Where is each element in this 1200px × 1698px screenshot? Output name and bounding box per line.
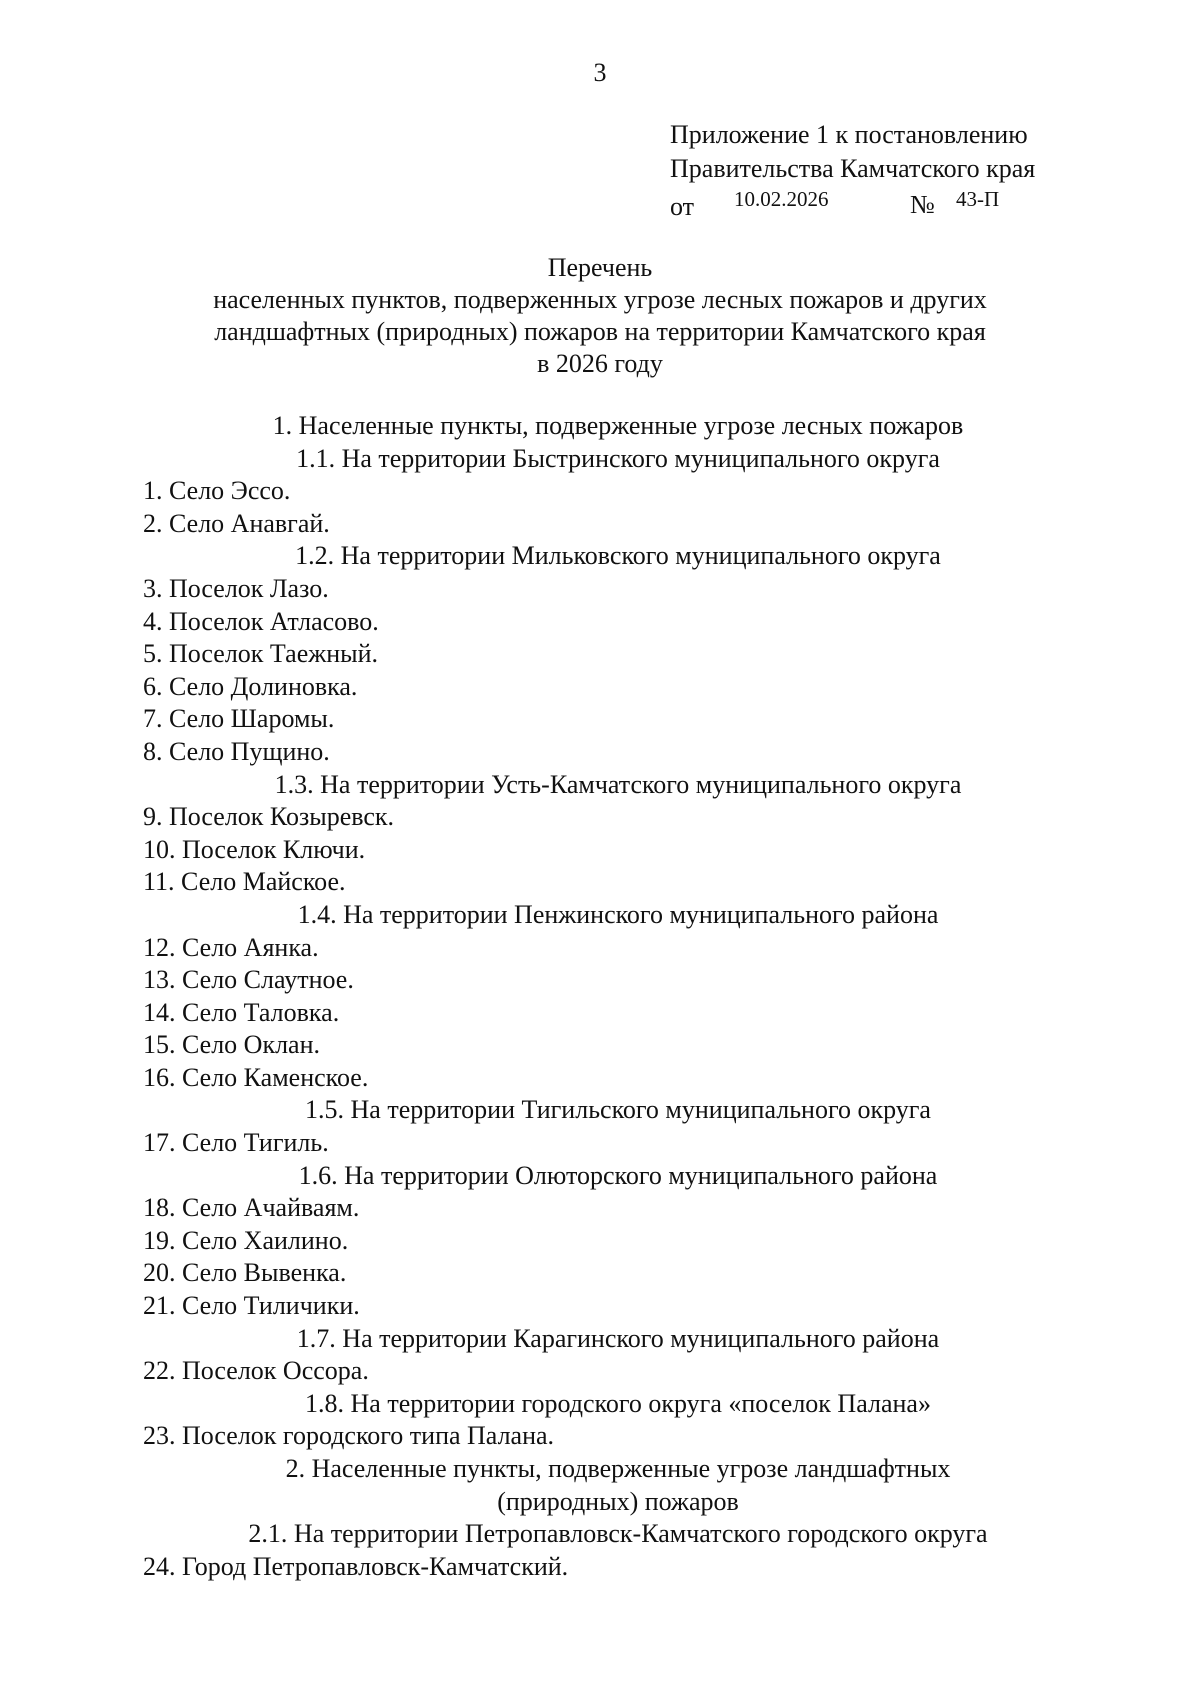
list-item: 17. Село Тигиль. bbox=[143, 1128, 329, 1158]
title-line-4: в 2026 году bbox=[537, 349, 663, 378]
list-item: 16. Село Каменское. bbox=[143, 1062, 369, 1092]
decree-number: 43-П bbox=[956, 187, 1000, 211]
list-item: 14. Село Таловка. bbox=[143, 997, 340, 1027]
decree-date: 10.02.2026 bbox=[734, 187, 829, 211]
section-heading: (природных) пожаров bbox=[497, 1486, 739, 1516]
list-item: 7. Село Шаромы. bbox=[143, 704, 335, 734]
list-item: 19. Село Хаилино. bbox=[143, 1225, 349, 1255]
list-item: 24. Город Петропавловск-Камчатский. bbox=[143, 1551, 569, 1581]
settlement-list bbox=[143, 410, 1093, 1583]
section-heading: 1.6. На территории Олюторского муниципального района bbox=[298, 1160, 938, 1190]
appendix-meta bbox=[670, 186, 1035, 220]
number-sign: № bbox=[910, 190, 935, 219]
section-heading: 1.5. На территории Тигильского муниципального округа bbox=[305, 1095, 931, 1125]
section-heading: 1.7. На территории Карагинского муниципального района bbox=[296, 1323, 940, 1353]
list-item: 8. Село Пущино. bbox=[143, 736, 330, 766]
list-item: 5. Поселок Таежный. bbox=[143, 639, 379, 669]
list-item: 3. Поселок Лазо. bbox=[143, 573, 329, 603]
section-heading: 1. Населенные пункты, подверженные угрозе лесных пожаров bbox=[272, 411, 964, 440]
appendix-line-2: Правительства Камчатского края bbox=[670, 154, 1036, 183]
list-item: 18. Село Ачайваям. bbox=[143, 1193, 360, 1223]
list-item: 1. Село Эссо. bbox=[143, 476, 291, 506]
section-heading: 1.8. На территории городского округа «поселок Палана» bbox=[305, 1388, 931, 1418]
from-label: от bbox=[670, 192, 695, 221]
title-line-2: населенных пунктов, подверженных угрозе лесных пожаров и других bbox=[213, 285, 987, 314]
title-line-1: Перечень bbox=[547, 253, 653, 282]
list-item: 21. Село Тиличики. bbox=[143, 1291, 360, 1321]
section-heading: 1.1. На территории Быстринского муниципального округа bbox=[296, 443, 940, 473]
title-line-3: ландшафтных (природных) пожаров на территории Камчатского края bbox=[214, 317, 986, 346]
section-heading: 2. Населенные пункты, подверженные угрозе ландшафтных bbox=[285, 1454, 951, 1483]
list-item: 9. Поселок Козыревск. bbox=[143, 802, 395, 832]
list-item: 6. Село Долиновка. bbox=[143, 671, 358, 701]
list-item: 15. Село Оклан. bbox=[143, 1030, 321, 1060]
section-heading: 1.3. На территории Усть-Камчатского муниципального округа bbox=[274, 769, 962, 799]
list-item: 13. Село Слаутное. bbox=[143, 965, 354, 995]
document-title bbox=[0, 252, 1200, 380]
section-heading: 1.4. На территории Пенжинского муниципального района bbox=[297, 899, 939, 929]
list-item: 20. Село Вывенка. bbox=[143, 1258, 347, 1288]
page-number: 3 bbox=[593, 58, 607, 87]
appendix-block bbox=[670, 118, 1035, 220]
list-item: 10. Поселок Ключи. bbox=[143, 834, 366, 864]
list-item: 2. Село Анавгай. bbox=[143, 508, 330, 538]
appendix-line-1: Приложение 1 к постановлению bbox=[670, 120, 1028, 149]
section-heading: 2.1. На территории Петропавловск-Камчатского городского округа bbox=[248, 1519, 988, 1549]
list-item: 23. Поселок городского типа Палана. bbox=[143, 1421, 555, 1451]
list-item: 22. Поселок Оссора. bbox=[143, 1356, 369, 1386]
list-item: 4. Поселок Атласово. bbox=[143, 606, 379, 636]
section-heading: 1.2. На территории Мильковского муниципального округа bbox=[295, 541, 941, 571]
list-item: 11. Село Майское. bbox=[143, 867, 346, 897]
list-item: 12. Село Аянка. bbox=[143, 932, 319, 962]
